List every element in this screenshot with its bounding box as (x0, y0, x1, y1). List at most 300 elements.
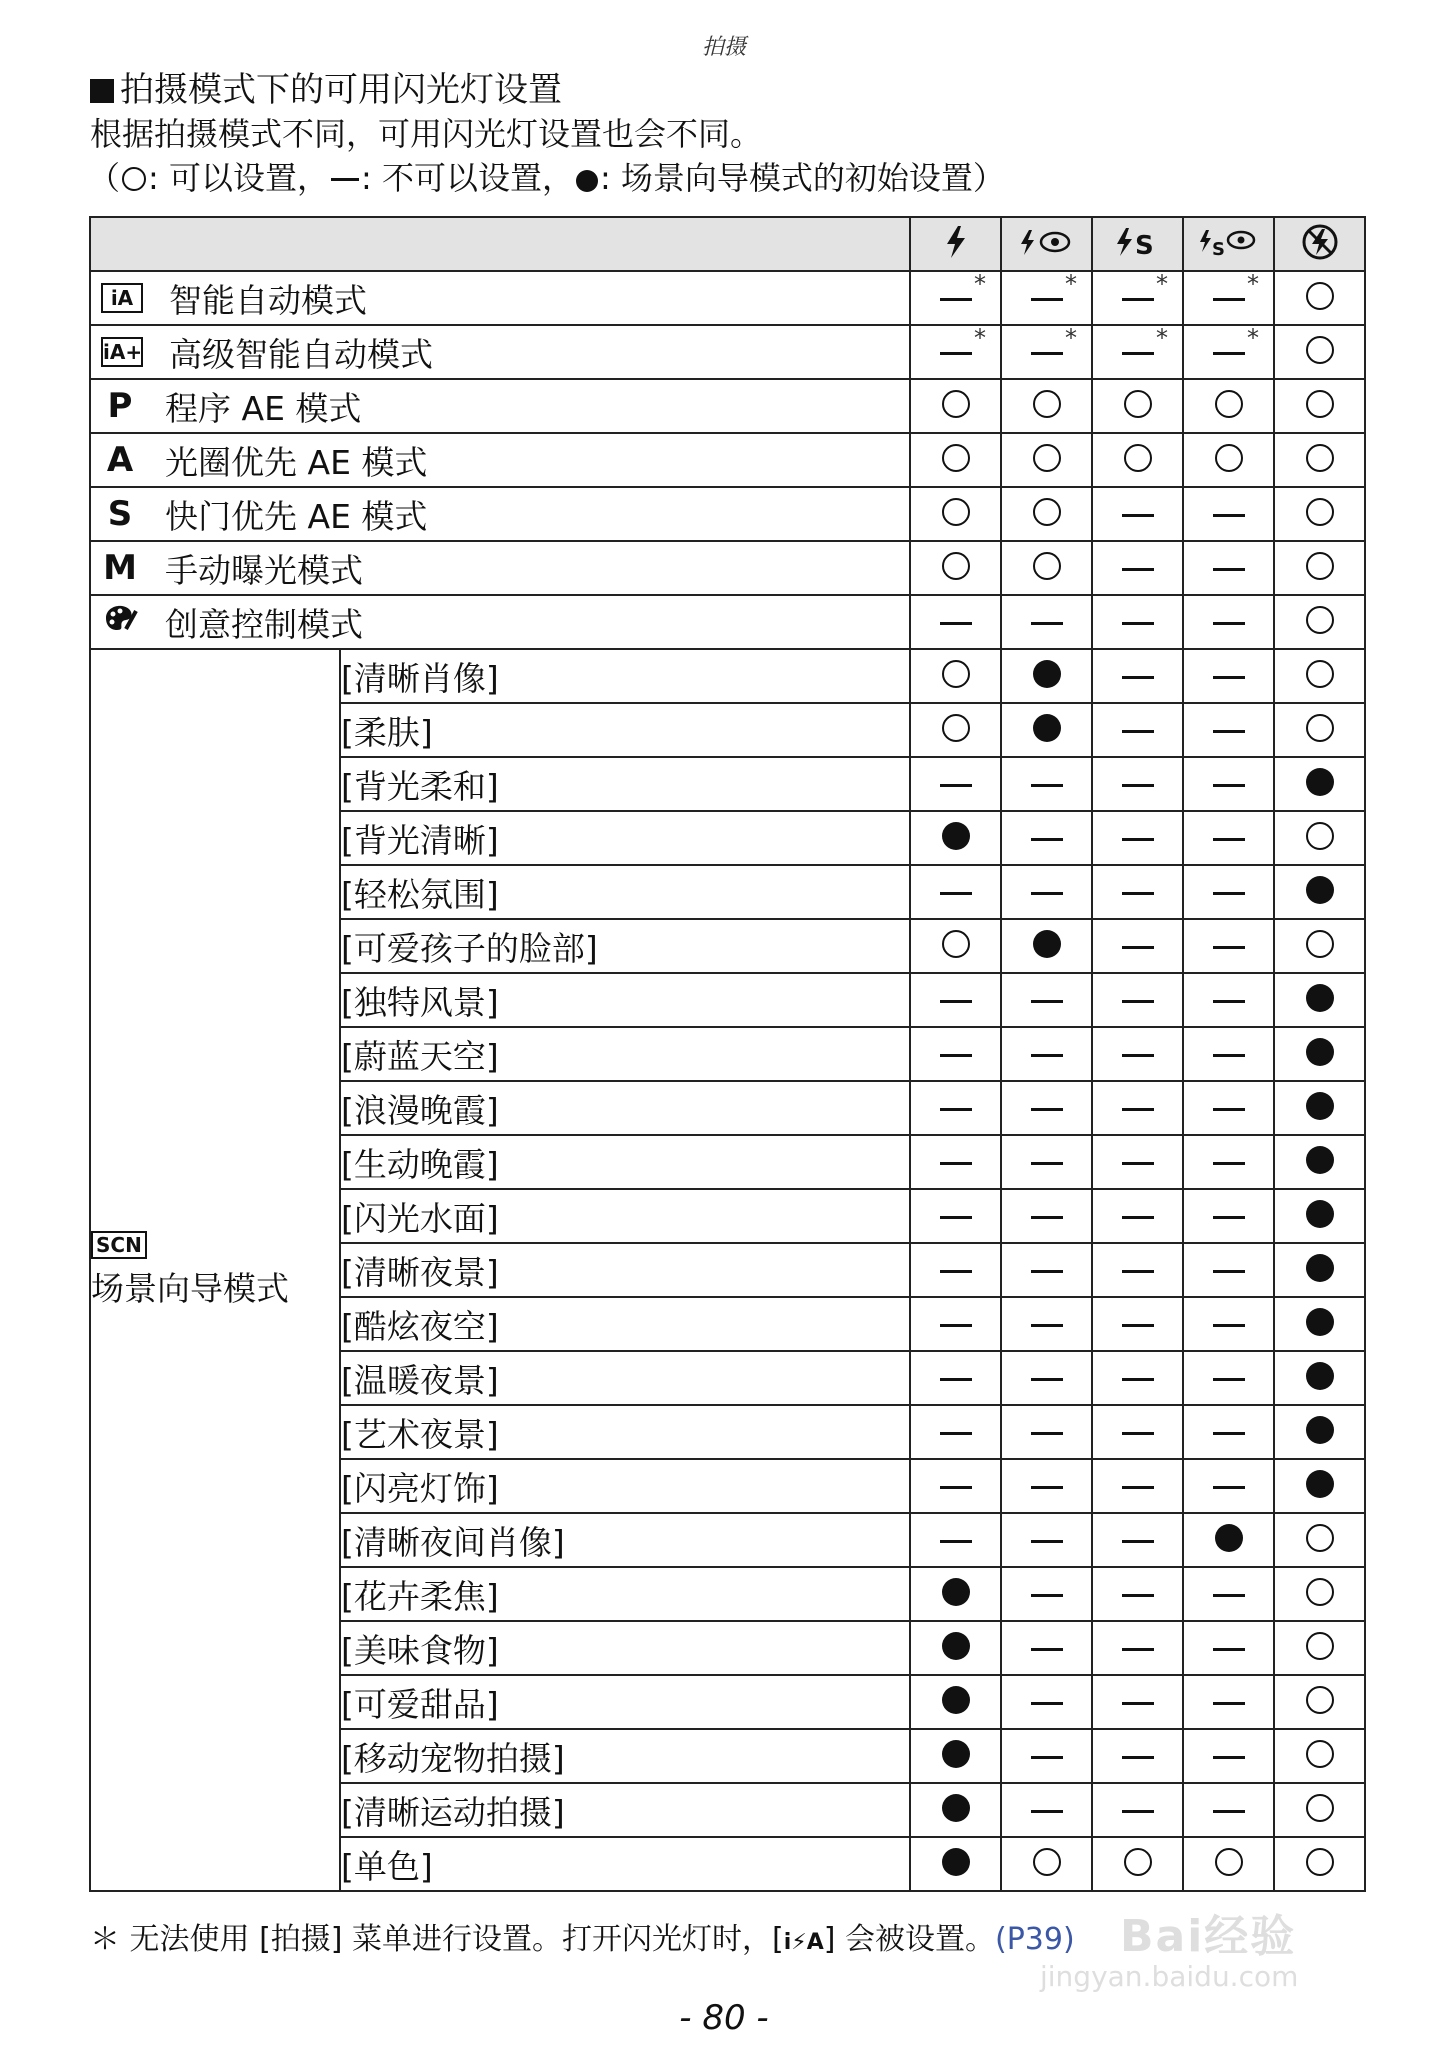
open-circle-icon (1124, 390, 1152, 418)
cell-flash-red-eye (1001, 865, 1092, 919)
scene-guide-label: 场景向导模式 (91, 1268, 289, 1308)
dash-icon (1031, 622, 1063, 625)
open-circle-icon (942, 390, 970, 418)
filled-circle-icon (1306, 1092, 1334, 1120)
scene-label: [酷炫夜空] (340, 1297, 910, 1351)
dash-icon (1031, 1486, 1063, 1489)
dash-icon (1031, 1108, 1063, 1111)
dash-icon (940, 1162, 972, 1165)
dash-icon (1213, 784, 1245, 787)
cell-flash-slow-sync (1092, 649, 1183, 703)
cell-flash-red-eye (1001, 1243, 1092, 1297)
manual-exposure-icon: M (103, 548, 137, 588)
flash-settings-table (89, 216, 1366, 1892)
dash-icon (1031, 1648, 1063, 1651)
scene-label: [浪漫晚霞] (340, 1081, 910, 1135)
cell-flash-forced-on (910, 1513, 1001, 1567)
dash-icon (1213, 1378, 1245, 1381)
cell-flash-forced-off (1274, 595, 1365, 649)
scene-label: [可爱甜品] (340, 1675, 910, 1729)
intelligent-auto-plus-icon: iA+ (101, 337, 143, 367)
footnote-text-before: 无法使用 [拍摄] 菜单进行设置。打开闪光灯时，[ (129, 1922, 784, 1957)
cell-flash-forced-on (910, 271, 1001, 325)
scene-label: [柔肤] (340, 703, 910, 757)
page-link[interactable]: (P39) (995, 1922, 1075, 1957)
dash-icon (940, 622, 972, 625)
cell-flash-slow-sync-red-eye (1183, 1459, 1274, 1513)
cell-flash-forced-on (910, 1135, 1001, 1189)
col-flash-red-eye (1001, 217, 1092, 271)
dash-icon (1122, 1756, 1154, 1759)
cell-flash-forced-on (910, 1351, 1001, 1405)
dash-icon (1213, 1702, 1245, 1705)
scene-label: [单色] (340, 1837, 910, 1891)
dash-icon (1122, 1702, 1154, 1705)
cell-flash-slow-sync (1092, 1081, 1183, 1135)
cell-flash-red-eye (1001, 1783, 1092, 1837)
cell-flash-red-eye (1001, 1675, 1092, 1729)
dash-icon (1031, 1432, 1063, 1435)
mode-label: 智能自动模式 (169, 280, 367, 320)
cell-flash-slow-sync-red-eye (1183, 1405, 1274, 1459)
watermark-logo: Bai经验 (1120, 1911, 1297, 1962)
cell-flash-forced-on (910, 1729, 1001, 1783)
open-circle-icon (1033, 444, 1061, 472)
dash-icon (1213, 1756, 1245, 1759)
open-circle-icon (1124, 1848, 1152, 1876)
cell-flash-red-eye (1001, 379, 1092, 433)
open-circle-icon (1306, 714, 1334, 742)
dash-icon (1031, 1270, 1063, 1273)
cell-flash-forced-on (910, 325, 1001, 379)
dash-icon (1031, 1000, 1063, 1003)
cell-flash-slow-sync (1092, 1243, 1183, 1297)
cell-flash-forced-off (1274, 919, 1365, 973)
cell-flash-forced-on (910, 973, 1001, 1027)
open-circle-icon (1306, 1632, 1334, 1660)
dash-icon (1122, 1432, 1154, 1435)
open-circle-icon (942, 498, 970, 526)
dash-icon (1031, 298, 1063, 301)
cell-flash-slow-sync-red-eye (1183, 379, 1274, 433)
cell-flash-red-eye (1001, 487, 1092, 541)
dash-icon (1122, 1594, 1154, 1597)
filled-circle-icon (942, 1632, 970, 1660)
flash-forced-on-icon (938, 224, 974, 260)
cell-flash-forced-off (1274, 811, 1365, 865)
cell-flash-forced-off (1274, 865, 1365, 919)
filled-circle-icon (1306, 876, 1334, 904)
cell-flash-forced-off (1274, 1405, 1365, 1459)
dash-icon (1122, 1324, 1154, 1327)
filled-circle-icon (1033, 714, 1061, 742)
filled-circle-icon (1033, 660, 1061, 688)
cell-flash-slow-sync (1092, 433, 1183, 487)
scene-label: [闪光水面] (340, 1189, 910, 1243)
section-header: 拍摄 (701, 35, 746, 60)
dash-icon (1122, 1270, 1154, 1273)
ia-flash-icon: i⚡A (783, 1930, 824, 1955)
cell-flash-red-eye (1001, 1567, 1092, 1621)
header-corner (90, 217, 910, 271)
filled-circle-icon (942, 1848, 970, 1876)
dash-icon (940, 1108, 972, 1111)
dash-icon (1122, 1486, 1154, 1489)
dash-icon (1031, 1810, 1063, 1813)
table-row (90, 649, 1365, 703)
dash-icon (1213, 1108, 1245, 1111)
open-circle-icon (1306, 1686, 1334, 1714)
filled-circle-icon (1306, 1038, 1334, 1066)
cell-flash-forced-on (910, 1297, 1001, 1351)
cell-flash-slow-sync-red-eye (1183, 973, 1274, 1027)
dash-icon (1213, 568, 1245, 571)
cell-flash-slow-sync-red-eye (1183, 649, 1274, 703)
table-header-row (90, 217, 1365, 271)
filled-circle-icon (1306, 768, 1334, 796)
dash-icon (940, 892, 972, 895)
cell-flash-forced-off (1274, 1729, 1365, 1783)
cell-flash-forced-off (1274, 325, 1365, 379)
filled-circle-icon (1306, 1416, 1334, 1444)
cell-flash-red-eye (1001, 325, 1092, 379)
open-circle-icon (1306, 282, 1334, 310)
cell-flash-forced-off (1274, 1459, 1365, 1513)
cell-flash-forced-on (910, 1243, 1001, 1297)
cell-flash-slow-sync-red-eye (1183, 919, 1274, 973)
dash-icon (1213, 1432, 1245, 1435)
dash-icon (1213, 946, 1245, 949)
dash-icon (1031, 1054, 1063, 1057)
cell-flash-slow-sync-red-eye (1183, 1027, 1274, 1081)
dash-icon (1122, 568, 1154, 571)
mode-cell (90, 271, 910, 325)
dash-icon (1122, 1378, 1154, 1381)
filled-circle-icon (576, 170, 598, 192)
filled-circle-icon (942, 1578, 970, 1606)
cell-flash-forced-on (910, 865, 1001, 919)
scene-label: [清晰夜间肖像] (340, 1513, 910, 1567)
scene-label: [清晰夜景] (340, 1243, 910, 1297)
table-body (90, 271, 1365, 1891)
open-circle-icon (1306, 1848, 1334, 1876)
dash-icon (1213, 838, 1245, 841)
cell-flash-forced-off (1274, 1135, 1365, 1189)
dash-icon (940, 298, 972, 301)
cell-flash-slow-sync (1092, 595, 1183, 649)
cell-flash-slow-sync-red-eye (1183, 541, 1274, 595)
cell-flash-slow-sync (1092, 973, 1183, 1027)
scene-label: [蔚蓝天空] (340, 1027, 910, 1081)
scene-label: [清晰运动拍摄] (340, 1783, 910, 1837)
open-circle-icon (942, 552, 970, 580)
open-circle-icon (1215, 390, 1243, 418)
dash-icon (1122, 298, 1154, 301)
dash-icon (1031, 1216, 1063, 1219)
page-number: - 80 - (679, 1998, 769, 2038)
cell-flash-forced-on (910, 487, 1001, 541)
dash-icon (940, 784, 972, 787)
cell-flash-slow-sync (1092, 811, 1183, 865)
cell-flash-forced-off (1274, 1837, 1365, 1891)
cell-flash-red-eye (1001, 1351, 1092, 1405)
table-row (90, 541, 1365, 595)
cell-flash-red-eye (1001, 1459, 1092, 1513)
scene-guide-icon: SCN (91, 1231, 147, 1259)
dash-icon (1122, 1648, 1154, 1651)
cell-flash-forced-off (1274, 973, 1365, 1027)
table-row (90, 271, 1365, 325)
filled-circle-icon (1306, 1470, 1334, 1498)
asterisk-mark: * (974, 270, 986, 298)
asterisk-mark: * (974, 324, 986, 352)
open-circle-icon (1306, 930, 1334, 958)
open-circle-icon (1033, 390, 1061, 418)
cell-flash-forced-on (910, 433, 1001, 487)
cell-flash-forced-on (910, 1081, 1001, 1135)
scene-label: [可爱孩子的脸部] (340, 919, 910, 973)
shutter-priority-icon: S (107, 494, 133, 534)
dash-icon (1122, 730, 1154, 733)
cell-flash-forced-off (1274, 1567, 1365, 1621)
legend-initial: : 场景向导模式的初始设置） (599, 159, 1005, 197)
cell-flash-forced-off (1274, 433, 1365, 487)
scene-label: [背光柔和] (340, 757, 910, 811)
cell-flash-slow-sync-red-eye (1183, 271, 1274, 325)
open-circle-icon (1033, 552, 1061, 580)
dash-icon (1122, 1540, 1154, 1543)
intelligent-auto-icon: iA (101, 283, 143, 313)
col-flash-forced-on (910, 217, 1001, 271)
cell-flash-slow-sync-red-eye (1183, 1675, 1274, 1729)
cell-flash-slow-sync-red-eye (1183, 811, 1274, 865)
cell-flash-forced-on (910, 1621, 1001, 1675)
cell-flash-forced-off (1274, 757, 1365, 811)
asterisk-mark: * (1247, 324, 1259, 352)
cell-flash-forced-on (910, 541, 1001, 595)
mode-cell (90, 379, 910, 433)
cell-flash-slow-sync (1092, 1513, 1183, 1567)
dash-icon (1122, 784, 1154, 787)
filled-circle-icon (1306, 1254, 1334, 1282)
dash-icon (1122, 1054, 1154, 1057)
cell-flash-forced-off (1274, 541, 1365, 595)
legend-can-set: : 可以设置， (148, 159, 329, 197)
dash-icon (1122, 622, 1154, 625)
dash-icon (1031, 352, 1063, 355)
open-circle-icon (1306, 498, 1334, 526)
page-heading (90, 68, 562, 112)
cell-flash-forced-on (910, 1837, 1001, 1891)
cell-flash-red-eye (1001, 1621, 1092, 1675)
asterisk-mark: * (1065, 270, 1077, 298)
cell-flash-forced-on (910, 703, 1001, 757)
cell-flash-red-eye (1001, 1189, 1092, 1243)
cell-flash-forced-off (1274, 271, 1365, 325)
cell-flash-slow-sync (1092, 1135, 1183, 1189)
cell-flash-red-eye (1001, 919, 1092, 973)
dash-icon (1031, 838, 1063, 841)
open-circle-icon (1306, 660, 1334, 688)
open-circle-icon (942, 714, 970, 742)
cell-flash-slow-sync (1092, 1783, 1183, 1837)
open-circle-icon (942, 930, 970, 958)
flash-forced-on-red-eye-icon (1017, 224, 1077, 260)
scene-label: [清晰肖像] (340, 649, 910, 703)
cell-flash-slow-sync (1092, 1459, 1183, 1513)
cell-flash-red-eye (1001, 541, 1092, 595)
filled-circle-icon (1306, 1362, 1334, 1390)
col-flash-slow-sync-red-eye (1183, 217, 1274, 271)
table-row (90, 433, 1365, 487)
cell-flash-slow-sync-red-eye (1183, 1513, 1274, 1567)
dash-icon (1031, 892, 1063, 895)
cell-flash-red-eye (1001, 433, 1092, 487)
cell-flash-forced-off (1274, 1675, 1365, 1729)
cell-flash-forced-off (1274, 1189, 1365, 1243)
dash-icon (1213, 892, 1245, 895)
table-row (90, 379, 1365, 433)
dash-icon (1031, 1540, 1063, 1543)
scene-label: [美味食物] (340, 1621, 910, 1675)
open-circle-icon (1306, 1740, 1334, 1768)
dash-icon (940, 1000, 972, 1003)
scene-label: [花卉柔焦] (340, 1567, 910, 1621)
cell-flash-slow-sync-red-eye (1183, 1837, 1274, 1891)
open-circle-icon (1124, 444, 1152, 472)
scene-label: [艺术夜景] (340, 1405, 910, 1459)
dash-icon (1122, 1000, 1154, 1003)
col-flash-forced-off (1274, 217, 1365, 271)
open-circle-icon (1306, 822, 1334, 850)
cell-flash-red-eye (1001, 1081, 1092, 1135)
scene-label: [温暖夜景] (340, 1351, 910, 1405)
filled-circle-icon (1215, 1524, 1243, 1552)
cell-flash-forced-off (1274, 379, 1365, 433)
dash-icon (940, 352, 972, 355)
cell-flash-slow-sync-red-eye (1183, 1243, 1274, 1297)
mode-cell (90, 487, 910, 541)
open-circle-icon (1306, 552, 1334, 580)
cell-flash-forced-off (1274, 1243, 1365, 1297)
filled-circle-icon (942, 1794, 970, 1822)
cell-flash-slow-sync (1092, 325, 1183, 379)
dash-icon (940, 1486, 972, 1489)
intro-text: 根据拍摄模式不同，可用闪光灯设置也会不同。 (90, 115, 763, 153)
dash-icon (1213, 1594, 1245, 1597)
cell-flash-slow-sync (1092, 865, 1183, 919)
cell-flash-forced-on (910, 1027, 1001, 1081)
dash-icon (1213, 1162, 1245, 1165)
dash-icon (1122, 1810, 1154, 1813)
program-ae-icon: P (107, 386, 133, 426)
cell-flash-slow-sync (1092, 1621, 1183, 1675)
dash-icon (1122, 514, 1154, 517)
legend (88, 156, 1005, 200)
open-circle-icon (1306, 606, 1334, 634)
cell-flash-red-eye (1001, 1297, 1092, 1351)
cell-flash-slow-sync-red-eye (1183, 865, 1274, 919)
scene-label: [移动宠物拍摄] (340, 1729, 910, 1783)
col-flash-slow-sync (1092, 217, 1183, 271)
open-circle-icon (1215, 1848, 1243, 1876)
watermark-url: jingyan.baidu.com (1040, 1960, 1299, 1993)
cell-flash-forced-off (1274, 649, 1365, 703)
dash-icon (1213, 622, 1245, 625)
mode-label: 程序 AE 模式 (165, 388, 362, 428)
dash-icon (1213, 1270, 1245, 1273)
cell-flash-forced-off (1274, 1027, 1365, 1081)
open-circle-icon (1215, 444, 1243, 472)
filled-circle-icon (1306, 1200, 1334, 1228)
cell-flash-slow-sync (1092, 1567, 1183, 1621)
cell-flash-forced-on (910, 1405, 1001, 1459)
mode-cell (90, 595, 910, 649)
scene-label: [背光清晰] (340, 811, 910, 865)
asterisk-mark: * (1156, 324, 1168, 352)
footnote-text-after: ] 会被设置。 (823, 1922, 995, 1957)
dash-icon (1031, 784, 1063, 787)
cell-flash-forced-off (1274, 1783, 1365, 1837)
cell-flash-red-eye (1001, 811, 1092, 865)
dash-icon (1031, 1702, 1063, 1705)
open-circle-icon (1306, 1794, 1334, 1822)
cell-flash-slow-sync-red-eye (1183, 1189, 1274, 1243)
cell-flash-slow-sync-red-eye (1183, 1081, 1274, 1135)
cell-flash-slow-sync (1092, 541, 1183, 595)
cell-flash-slow-sync-red-eye (1183, 1783, 1274, 1837)
cell-flash-red-eye (1001, 1405, 1092, 1459)
dash-icon (1122, 1108, 1154, 1111)
cell-flash-forced-on (910, 811, 1001, 865)
dash-icon (1213, 730, 1245, 733)
cell-flash-slow-sync-red-eye (1183, 487, 1274, 541)
cell-flash-slow-sync-red-eye (1183, 703, 1274, 757)
cell-flash-forced-on (910, 1189, 1001, 1243)
cell-flash-slow-sync (1092, 1675, 1183, 1729)
table-row (90, 325, 1365, 379)
dash-icon (331, 178, 359, 181)
cell-flash-forced-off (1274, 1513, 1365, 1567)
mode-cell (90, 325, 910, 379)
filled-circle-icon (1306, 1146, 1334, 1174)
cell-flash-red-eye (1001, 757, 1092, 811)
cell-flash-red-eye (1001, 1513, 1092, 1567)
filled-circle-icon (942, 822, 970, 850)
scene-label: [闪亮灯饰] (340, 1459, 910, 1513)
filled-circle-icon (942, 1740, 970, 1768)
asterisk-mark: * (1156, 270, 1168, 298)
dash-icon (1122, 838, 1154, 841)
open-circle-icon (1033, 498, 1061, 526)
cell-flash-forced-off (1274, 1621, 1365, 1675)
dash-icon (1031, 1756, 1063, 1759)
asterisk-mark: * (1247, 270, 1259, 298)
table-row (90, 595, 1365, 649)
cell-flash-forced-off (1274, 1081, 1365, 1135)
open-circle-icon (1306, 336, 1334, 364)
aperture-priority-icon: A (106, 440, 134, 480)
flash-slow-sync-red-eye-icon (1197, 224, 1261, 260)
filled-circle-icon (1306, 1308, 1334, 1336)
svg-text:S: S (1134, 231, 1154, 260)
cell-flash-slow-sync-red-eye (1183, 433, 1274, 487)
dash-icon (940, 1216, 972, 1219)
dash-icon (1213, 1054, 1245, 1057)
cell-flash-slow-sync (1092, 757, 1183, 811)
dash-icon (1031, 1324, 1063, 1327)
dash-icon (1122, 352, 1154, 355)
